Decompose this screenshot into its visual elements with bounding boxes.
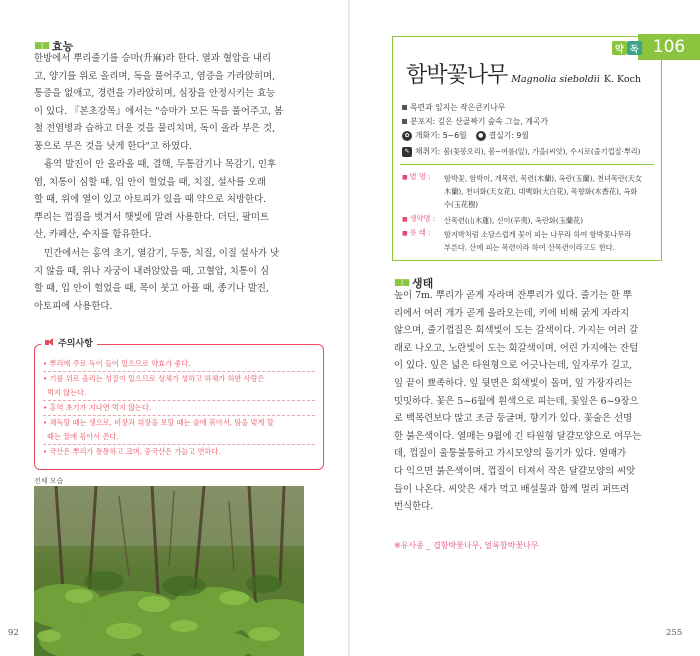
- fruit-icon: ●: [476, 131, 486, 141]
- ecology-paragraph: 높이 7m. 뿌리가 곧게 자라며 잔뿌리가 있다. 줄기는 한 뿌 리에서 여러 개가 곧게 올라오는데, 키에 비해 굵게 자라지 않으며, 줄기껍질은 회색빛이 도는 갈색이다. 가지는 여러 갈 래로 나오고, 노란빛이 도는 회갈색이며, 어린 가지에는 잔털 이 있다. 잎은 넓은 타원형으로 어긋나는데, 잎자루가 길고, 잎 끝이 뾰족하다. 잎 뒷면은 회색빛이 돌며, 잎 가장자리는 밋밋하다. 꽃은 5~6월에 흰색으로 피는데, 꽃잎은 6~9장으 로 백목련보다 많고 조금 둥글며, 향기가 있다. 꽃술은 선명 한 붉은색이다. 열매는 9월에 긴 타원형 달걀모양으로 여무는 데, 껍질이 울퉁불퉁하고 가시모양의 돌기가 있다. 열매가 다 익으면 붉은색이며, 껍질이 터져서 작은 달걀모양의 씨앗 들이 나온다. 씨앗은 새가 먹고 배설물과 함께 멀리 퍼뜨려 번식한다.: [394, 290, 642, 513]
- habitat-line: 분포지: 깊은 산골짜기 숲속 그늘, 계곡가: [402, 116, 548, 127]
- caution-item: • 국산은 뿌리가 통통하고 크며, 중국산은 가늘고 연하다.: [43, 447, 221, 456]
- plant-photo: [34, 486, 304, 656]
- square-bullet-icon: [402, 119, 407, 124]
- caution-item: • 뿌리에 주로 독이 들어 있으므로 약효가 좋다.: [43, 357, 315, 372]
- plant-name-scientific: Magnolia sieboldii: [511, 74, 600, 85]
- season-line: ✿ 개화기: 5~6월 ● 결실기: 9월: [402, 130, 529, 141]
- section-title: 효능: [52, 40, 74, 53]
- right-page: [350, 0, 700, 656]
- caution-title: 주의사항: [41, 336, 97, 349]
- square-bullet-icon: [402, 105, 407, 110]
- caution-item: 먹지 않는다.: [43, 386, 315, 401]
- efficacy-paragraph-2: 흉역 발진이 안 올라올 때, 결핵, 두통감기나 목감기, 인후 염, 치통이 심할 때, 입 안이 헐었을 때, 치질, 설사를 오래 할 때, 위에 열이 있고 아토피가 있을 때 약으로 처방한다. 뿌리는 껍질을 벗겨서 햇빛에 말려 사용한다. 더딘, 팔미트 산, 카페산, 수지를 함유한다.: [34, 159, 277, 241]
- bullet-dots-icon: ■■: [394, 278, 410, 288]
- efficacy-paragraph-1: 한방에서 뿌리줄기를 승마(升麻)라 한다. 열과 혈압을 내리 고, 양기를 위로 올리며, 독을 풀어주고, 염증을 가라앉히며, 통증을 없애고, 경련을 가라앉히며, 심장을 안정시키는 효능 이 있다. 『본초강목』에서는 "승마가 모든 독을 풀어주고, 봄 철 전염병과 습하고 더운 것을 물리치며, 독이 올라 부은 것, 풍으로 부은 것을 낫게 한다"고 하였다.: [34, 53, 284, 152]
- page-number-right: 255: [666, 628, 683, 638]
- speaker-icon: [45, 338, 55, 347]
- medicinal-badge: 약: [612, 41, 627, 55]
- entry-number-tab: 106: [638, 34, 700, 60]
- toxic-badge: 독: [627, 41, 642, 55]
- page-number-left: 92: [8, 628, 19, 638]
- plant-title: [406, 58, 641, 89]
- bullet-dots-icon: ■■: [34, 41, 50, 51]
- caution-item: • 기를 위로 올리는 성질이 있으므로 상체가 성하고 하체가 허한 사람은: [43, 374, 265, 383]
- caution-box: [34, 339, 324, 470]
- info-divider: [400, 164, 654, 165]
- caution-item: 때는 꿀에 볶아서 쓴다.: [43, 430, 315, 445]
- photo-caption: 전체 모습: [34, 477, 64, 485]
- pencil-icon: ✎: [402, 147, 412, 157]
- meta-origin: ■ 유 래 : 함지박처럼 소담스럽게 꽃이 피는 나무라 하여 함박꽃나무라 부른다. 산에 피는 목련이라 하여 산목련이라고도 한다.: [402, 228, 632, 252]
- similar-species-note: ※유사종 _ 겹함박꽃나무, 얼룩함박꽃나무: [394, 541, 539, 550]
- plant-name-author: K. Koch: [603, 74, 642, 85]
- meta-herbal-name: ■ 생약명 : 산목련(山木蓮), 신이(辛夷), 옥란화(玉蘭花): [402, 214, 584, 225]
- caution-item: • 채독할 때는 생으로, 비장과 위장을 보할 때는 술에 볶아서, 땀을 멎게 할: [43, 418, 274, 427]
- meta-alias: ■ 별 명 : 함박꽃, 함박이, 개목련, 목련(木蘭), 옥란(玉蘭), 천녀목란(天女 木蘭), 천녀화(天女花), 대백화(大白花), 목향화(木香花), 옥화 수(玉花樹): [402, 172, 643, 209]
- flower-icon: ✿: [402, 131, 412, 141]
- caution-item: • 홍역 초기가 지나면 먹지 않는다.: [43, 401, 315, 416]
- efficacy-paragraph-3: 민간에서는 홍역 초기, 열감기, 두통, 치질, 이질 설사가 낫 지 않을 때, 위나 자궁이 내려앉았을 때, 고혈압, 치통이 심 할 때, 입 안이 헐었을 때, 목이 붓고 아플 때, 종기나 발진, 아토피에 사용한다.: [34, 248, 279, 312]
- family-line: 목련과 잎지는 작은큰키나무: [402, 102, 505, 113]
- plant-name-korean: 함박꽃나무: [406, 63, 508, 88]
- collect-line: ✎ 채취기: 봄(꽃봉오리), 봄~여름(잎), 가을(씨앗), 수시로(줄기껍질·뿌리): [402, 146, 640, 157]
- section-title: 생태: [412, 277, 434, 290]
